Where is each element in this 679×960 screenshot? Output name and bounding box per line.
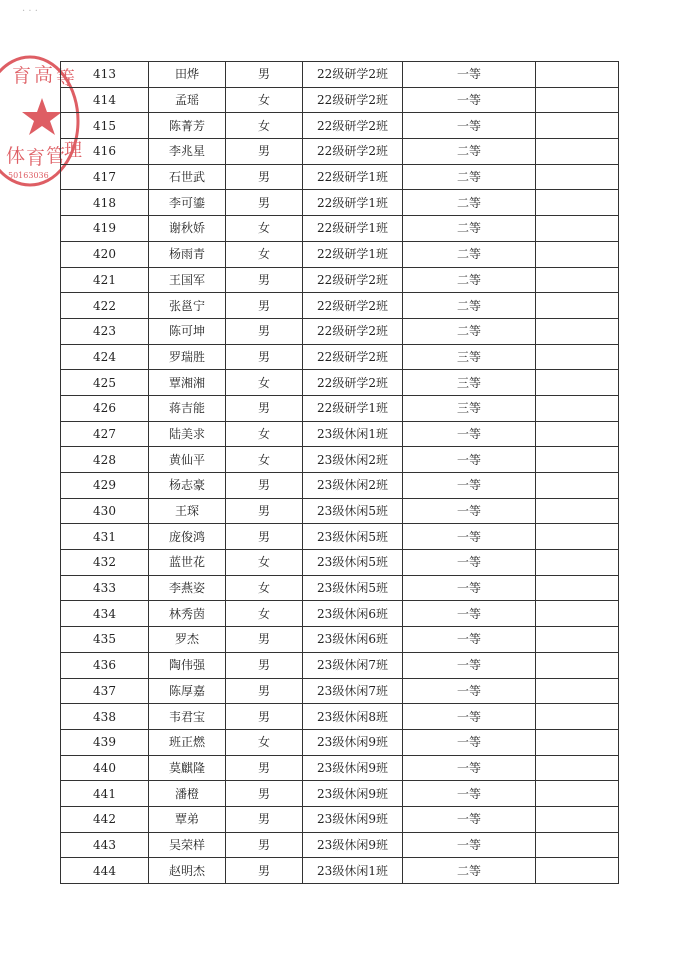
class-name-cell: 22级研学2班 (303, 113, 403, 139)
student-name-cell: 陶伟强 (149, 652, 226, 678)
gender-cell: 男 (226, 164, 303, 190)
row-number-cell: 438 (61, 704, 149, 730)
student-name-cell: 覃湘湘 (149, 370, 226, 396)
row-number-cell: 432 (61, 550, 149, 576)
row-number-cell: 417 (61, 164, 149, 190)
gender-cell: 男 (226, 473, 303, 499)
gender-cell: 男 (226, 627, 303, 653)
row-number-cell: 435 (61, 627, 149, 653)
gender-cell: 女 (226, 87, 303, 113)
class-name-cell: 22级研学2班 (303, 87, 403, 113)
row-number-cell: 423 (61, 318, 149, 344)
remark-cell (536, 729, 619, 755)
seal-star-icon (22, 98, 62, 135)
row-number-cell: 431 (61, 524, 149, 550)
award-roster-table (60, 61, 619, 884)
award-level-cell: 二等 (403, 164, 536, 190)
gender-cell: 女 (226, 447, 303, 473)
award-level-cell: 一等 (403, 678, 536, 704)
award-level-cell: 一等 (403, 421, 536, 447)
gender-cell: 男 (226, 344, 303, 370)
table-row (61, 190, 619, 216)
award-level-cell: 一等 (403, 473, 536, 499)
remark-cell (536, 113, 619, 139)
row-number-cell: 425 (61, 370, 149, 396)
award-level-cell: 一等 (403, 113, 536, 139)
table-row (61, 601, 619, 627)
row-number-cell: 429 (61, 473, 149, 499)
gender-cell: 女 (226, 575, 303, 601)
award-level-cell: 二等 (403, 139, 536, 165)
award-level-cell: 二等 (403, 858, 536, 884)
row-number-cell: 426 (61, 395, 149, 421)
award-level-cell: 一等 (403, 87, 536, 113)
class-name-cell: 22级研学2班 (303, 370, 403, 396)
gender-cell: 女 (226, 241, 303, 267)
class-name-cell: 22级研学2班 (303, 267, 403, 293)
gender-cell: 男 (226, 318, 303, 344)
class-name-cell: 23级休闲9班 (303, 781, 403, 807)
row-number-cell: 422 (61, 293, 149, 319)
class-name-cell: 22级研学1班 (303, 216, 403, 242)
class-name-cell: 23级休闲6班 (303, 627, 403, 653)
table-row (61, 139, 619, 165)
remark-cell (536, 601, 619, 627)
scan-speck: · · · (22, 6, 38, 17)
row-number-cell: 421 (61, 267, 149, 293)
award-level-cell: 一等 (403, 627, 536, 653)
student-name-cell: 莫麒隆 (149, 755, 226, 781)
svg-text:体: 体 (6, 145, 26, 167)
remark-cell (536, 447, 619, 473)
remark-cell (536, 678, 619, 704)
table-row (61, 395, 619, 421)
student-name-cell: 陈可坤 (149, 318, 226, 344)
row-number-cell: 427 (61, 421, 149, 447)
remark-cell (536, 781, 619, 807)
gender-cell: 男 (226, 267, 303, 293)
student-name-cell: 李可鎏 (149, 190, 226, 216)
award-level-cell: 一等 (403, 62, 536, 88)
award-level-cell: 一等 (403, 575, 536, 601)
table-row (61, 781, 619, 807)
gender-cell: 男 (226, 781, 303, 807)
remark-cell (536, 704, 619, 730)
student-name-cell: 陆美求 (149, 421, 226, 447)
award-level-cell: 一等 (403, 550, 536, 576)
table-row (61, 498, 619, 524)
award-level-cell: 一等 (403, 652, 536, 678)
student-name-cell: 李燕姿 (149, 575, 226, 601)
row-number-cell: 434 (61, 601, 149, 627)
svg-text:育: 育 (12, 65, 32, 87)
class-name-cell: 23级休闲5班 (303, 524, 403, 550)
student-name-cell: 李兆星 (149, 139, 226, 165)
class-name-cell: 22级研学2班 (303, 318, 403, 344)
class-name-cell: 23级休闲9班 (303, 806, 403, 832)
student-name-cell: 张邕宁 (149, 293, 226, 319)
class-name-cell: 22级研学1班 (303, 241, 403, 267)
class-name-cell: 23级休闲2班 (303, 473, 403, 499)
class-name-cell: 23级休闲5班 (303, 575, 403, 601)
class-name-cell: 22级研学2班 (303, 293, 403, 319)
svg-text:等: 等 (56, 67, 76, 89)
table-row (61, 575, 619, 601)
table-row (61, 113, 619, 139)
row-number-cell: 428 (61, 447, 149, 473)
svg-text:管: 管 (46, 145, 66, 167)
remark-cell (536, 216, 619, 242)
row-number-cell: 440 (61, 755, 149, 781)
row-number-cell: 433 (61, 575, 149, 601)
row-number-cell: 416 (61, 139, 149, 165)
student-name-cell: 王国军 (149, 267, 226, 293)
svg-text:高: 高 (34, 64, 54, 86)
award-level-cell: 一等 (403, 524, 536, 550)
remark-cell (536, 755, 619, 781)
gender-cell: 男 (226, 293, 303, 319)
student-name-cell: 陈菁芳 (149, 113, 226, 139)
svg-text:育: 育 (26, 147, 46, 169)
table-row (61, 729, 619, 755)
table-row (61, 447, 619, 473)
remark-cell (536, 473, 619, 499)
remark-cell (536, 267, 619, 293)
class-name-cell: 23级休闲7班 (303, 652, 403, 678)
student-name-cell: 孟瑶 (149, 87, 226, 113)
award-level-cell: 一等 (403, 832, 536, 858)
class-name-cell: 23级休闲7班 (303, 678, 403, 704)
class-name-cell: 23级休闲1班 (303, 858, 403, 884)
row-number-cell: 413 (61, 62, 149, 88)
student-name-cell: 杨志豪 (149, 473, 226, 499)
row-number-cell: 420 (61, 241, 149, 267)
gender-cell: 男 (226, 704, 303, 730)
row-number-cell: 436 (61, 652, 149, 678)
row-number-cell: 414 (61, 87, 149, 113)
gender-cell: 女 (226, 729, 303, 755)
award-level-cell: 二等 (403, 267, 536, 293)
remark-cell (536, 524, 619, 550)
gender-cell: 女 (226, 216, 303, 242)
row-number-cell: 443 (61, 832, 149, 858)
student-name-cell: 蒋吉能 (149, 395, 226, 421)
table-row (61, 267, 619, 293)
remark-cell (536, 421, 619, 447)
remark-cell (536, 575, 619, 601)
award-level-cell: 一等 (403, 781, 536, 807)
award-level-cell: 二等 (403, 190, 536, 216)
svg-text:理: 理 (64, 140, 82, 161)
remark-cell (536, 550, 619, 576)
student-name-cell: 谢秋娇 (149, 216, 226, 242)
award-level-cell: 一等 (403, 704, 536, 730)
table-row (61, 524, 619, 550)
student-name-cell: 蓝世花 (149, 550, 226, 576)
remark-cell (536, 190, 619, 216)
class-name-cell: 22级研学1班 (303, 164, 403, 190)
award-level-cell: 一等 (403, 601, 536, 627)
class-name-cell: 22级研学2班 (303, 62, 403, 88)
gender-cell: 男 (226, 62, 303, 88)
remark-cell (536, 62, 619, 88)
row-number-cell: 444 (61, 858, 149, 884)
student-name-cell: 韦君宝 (149, 704, 226, 730)
table-row (61, 216, 619, 242)
gender-cell: 女 (226, 113, 303, 139)
class-name-cell: 23级休闲9班 (303, 729, 403, 755)
class-name-cell: 23级休闲9班 (303, 832, 403, 858)
table-row (61, 473, 619, 499)
class-name-cell: 23级休闲9班 (303, 755, 403, 781)
table-row (61, 164, 619, 190)
class-name-cell: 22级研学2班 (303, 139, 403, 165)
table-row (61, 652, 619, 678)
row-number-cell: 418 (61, 190, 149, 216)
table-row (61, 344, 619, 370)
student-name-cell: 杨雨青 (149, 241, 226, 267)
gender-cell: 男 (226, 678, 303, 704)
remark-cell (536, 139, 619, 165)
remark-cell (536, 806, 619, 832)
class-name-cell: 23级休闲5班 (303, 550, 403, 576)
class-name-cell: 22级研学2班 (303, 344, 403, 370)
award-level-cell: 三等 (403, 370, 536, 396)
class-name-cell: 23级休闲2班 (303, 447, 403, 473)
award-level-cell: 二等 (403, 216, 536, 242)
remark-cell (536, 627, 619, 653)
table-row (61, 678, 619, 704)
gender-cell: 男 (226, 832, 303, 858)
gender-cell: 女 (226, 601, 303, 627)
gender-cell: 男 (226, 190, 303, 216)
award-level-cell: 二等 (403, 318, 536, 344)
gender-cell: 男 (226, 395, 303, 421)
student-name-cell: 潘橙 (149, 781, 226, 807)
table-row (61, 755, 619, 781)
table-row (61, 806, 619, 832)
row-number-cell: 430 (61, 498, 149, 524)
class-name-cell: 23级休闲5班 (303, 498, 403, 524)
remark-cell (536, 344, 619, 370)
class-name-cell: 22级研学1班 (303, 395, 403, 421)
award-level-cell: 一等 (403, 447, 536, 473)
student-name-cell: 吴荣样 (149, 832, 226, 858)
row-number-cell: 439 (61, 729, 149, 755)
award-level-cell: 一等 (403, 729, 536, 755)
table-row (61, 704, 619, 730)
row-number-cell: 441 (61, 781, 149, 807)
row-number-cell: 424 (61, 344, 149, 370)
award-level-cell: 二等 (403, 241, 536, 267)
gender-cell: 男 (226, 806, 303, 832)
gender-cell: 男 (226, 755, 303, 781)
table-row (61, 550, 619, 576)
svg-text:50163036: 50163036 (8, 171, 49, 180)
gender-cell: 男 (226, 139, 303, 165)
remark-cell (536, 832, 619, 858)
class-name-cell: 23级休闲6班 (303, 601, 403, 627)
table-row (61, 293, 619, 319)
student-name-cell: 罗瑞胜 (149, 344, 226, 370)
roster-body (61, 62, 619, 884)
student-name-cell: 黄仙平 (149, 447, 226, 473)
gender-cell: 男 (226, 652, 303, 678)
table-row (61, 241, 619, 267)
class-name-cell: 23级休闲8班 (303, 704, 403, 730)
student-name-cell: 罗杰 (149, 627, 226, 653)
row-number-cell: 415 (61, 113, 149, 139)
row-number-cell: 442 (61, 806, 149, 832)
remark-cell (536, 395, 619, 421)
student-name-cell: 石世武 (149, 164, 226, 190)
table-row (61, 858, 619, 884)
table-row (61, 832, 619, 858)
gender-cell: 男 (226, 858, 303, 884)
award-level-cell: 三等 (403, 344, 536, 370)
student-name-cell: 王琛 (149, 498, 226, 524)
award-level-cell: 三等 (403, 395, 536, 421)
gender-cell: 男 (226, 498, 303, 524)
gender-cell: 女 (226, 550, 303, 576)
student-name-cell: 班正燃 (149, 729, 226, 755)
gender-cell: 男 (226, 524, 303, 550)
student-name-cell: 庞俊鸿 (149, 524, 226, 550)
student-name-cell: 覃弟 (149, 806, 226, 832)
award-level-cell: 一等 (403, 806, 536, 832)
table-row (61, 370, 619, 396)
remark-cell (536, 318, 619, 344)
table-row (61, 62, 619, 88)
remark-cell (536, 164, 619, 190)
class-name-cell: 23级休闲1班 (303, 421, 403, 447)
remark-cell (536, 87, 619, 113)
remark-cell (536, 370, 619, 396)
remark-cell (536, 293, 619, 319)
student-name-cell: 赵明杰 (149, 858, 226, 884)
table-row (61, 87, 619, 113)
student-name-cell: 田烨 (149, 62, 226, 88)
student-name-cell: 陈厚嘉 (149, 678, 226, 704)
row-number-cell: 437 (61, 678, 149, 704)
student-name-cell: 林秀茵 (149, 601, 226, 627)
remark-cell (536, 858, 619, 884)
remark-cell (536, 652, 619, 678)
table-row (61, 421, 619, 447)
gender-cell: 女 (226, 370, 303, 396)
remark-cell (536, 241, 619, 267)
table-row (61, 627, 619, 653)
class-name-cell: 22级研学1班 (303, 190, 403, 216)
row-number-cell: 419 (61, 216, 149, 242)
gender-cell: 女 (226, 421, 303, 447)
remark-cell (536, 498, 619, 524)
award-level-cell: 一等 (403, 755, 536, 781)
award-level-cell: 一等 (403, 498, 536, 524)
table-row (61, 318, 619, 344)
award-level-cell: 二等 (403, 293, 536, 319)
